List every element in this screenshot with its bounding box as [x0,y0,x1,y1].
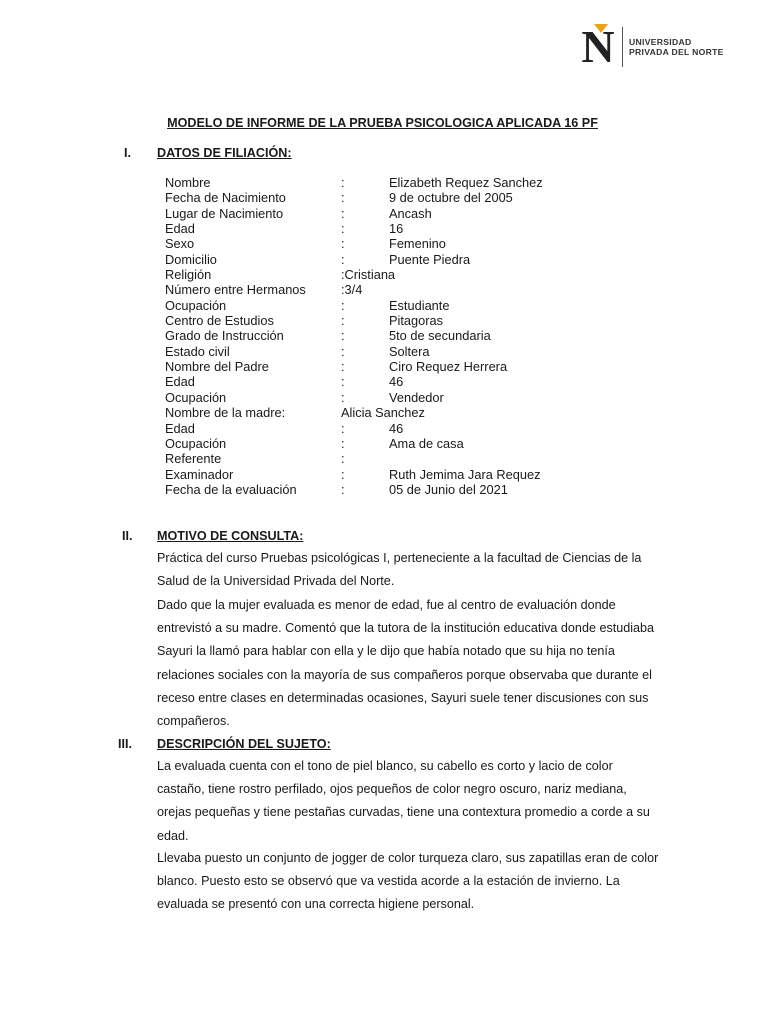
field-colon: : [341,374,345,390]
logo-line-1: UNIVERSIDAD [629,37,692,47]
field-row [165,405,605,420]
logo-line-2: PRIVADA DEL NORTE [629,47,724,57]
field-value: Elizabeth Requez Sanchez [389,175,543,190]
section-1-title: DATOS DE FILIACIÓN: [157,146,292,160]
field-colon: : [341,190,345,206]
section-2-number: II. [122,529,133,543]
field-label: Edad [165,374,195,390]
field-value: Ciro Requez Herrera [389,359,508,375]
field-colon: : [341,343,345,359]
section-3-paragraph-2: Llevaba puesto un conjunto de jogger de color turqueza claro, sus zapatillas eran de color blanco. Puesto esto se observó que va vestida acorde a la estación de invierno. La evaluada se presentó con una correcta higiene personal. [157,851,659,912]
field-colon: : [341,175,345,190]
field-value: 5to de secundaria [389,328,491,344]
field-row [165,206,605,221]
field-colon: : [341,481,345,497]
field-value: Puente Piedra [389,251,471,267]
field-colon: : [341,435,345,451]
field-label: Fecha de la evaluación [165,481,297,497]
field-row [165,313,605,328]
section-2-paragraph-2: Dado que la mujer evaluada es menor de edad, fue al centro de evaluación donde entrevistó a su madre. Comentó que la tutora de la institución educativa donde estudiaba Sayuri la llamó para hablar con ella y le dijo que había notado que su hija no tenía relaciones sociales con la mayoría de sus compañeros porque observaba que durante el receso entre clases en determinadas ocasiones, Sayuri suele tener discusiones con sus compañeros. [157,598,655,729]
field-row [165,390,605,405]
field-row [165,436,605,451]
field-label: Nombre del Padre [165,359,269,375]
field-label: Centro de Estudios [165,313,274,329]
field-row [165,236,605,251]
field-colon: : [341,466,345,482]
field-colon: : [341,328,345,344]
logo-n-mark [578,22,618,72]
logo-divider [622,27,623,67]
field-colon: : [341,313,345,329]
field-row [165,282,605,297]
filiation-fields [165,175,605,497]
field-label: Examinador [165,466,234,482]
section-3-paragraph-1: La evaluada cuenta con el tono de piel blanco, su cabello es corto y lacio de color castaño, tiene rostro perfilado, ojos pequeños de color negro oscuro, nariz mediana, orejas pequeñas y tiene pestañas curvadas, tiene una contextura promedio a corde a su edad. [157,759,650,843]
field-value: Ruth Jemima Jara Requez [389,466,541,482]
field-label: Ocupación [165,297,227,313]
field-value: Soltera [389,343,430,359]
field-label: Grado de Instrucción [165,328,284,344]
field-row [165,421,605,436]
field-row [165,221,605,236]
field-value: 16 [389,221,404,237]
field-value: Ancash [389,205,432,221]
field-label: Edad [165,221,195,237]
logo-accent-icon [594,24,608,33]
field-value: 05 de Junio del 2021 [389,481,508,497]
logo-mark-letter: N [581,21,615,72]
field-value: 46 [389,374,404,390]
field-value: Vendedor [389,389,444,405]
field-label: Domicilio [165,251,217,267]
field-value: Ama de casa [389,435,464,451]
section-1-number: I. [124,146,131,160]
field-label: Referente [165,451,222,467]
field-row [165,175,605,190]
field-row [165,298,605,313]
field-value: Femenino [389,236,446,252]
field-row [165,359,605,374]
field-row [165,267,605,282]
university-logo [568,18,758,76]
field-row [165,344,605,359]
field-label: Ocupación [165,435,227,451]
field-label: Sexo [165,236,195,252]
field-row [165,482,605,497]
document-title: MODELO DE INFORME DE LA PRUEBA PSICOLOGICA APLICADA 16 PF [167,116,598,130]
field-value: 9 de octubre del 2005 [389,190,513,206]
logo-text [629,37,724,57]
field-row [165,374,605,389]
field-row [165,328,605,343]
field-label: Religión [165,267,212,283]
field-value: Alicia Sanchez [341,405,425,421]
field-row [165,467,605,482]
field-colon: : [341,389,345,405]
field-colon: : [341,420,345,436]
field-colon: : [341,297,345,313]
field-label: Edad [165,420,195,436]
field-label: Estado civil [165,343,230,359]
field-row [165,252,605,267]
field-colon: : [341,251,345,267]
field-row [165,451,605,466]
section-3-title: DESCRIPCIÓN DEL SUJETO: [157,737,331,751]
field-value: :Cristiana [341,267,396,283]
field-label: Nombre [165,175,211,190]
section-2-title: MOTIVO DE CONSULTA: [157,529,304,543]
field-colon: : [341,205,345,221]
field-value: Pitagoras [389,313,444,329]
field-label: Ocupación [165,389,227,405]
field-value: 46 [389,420,404,436]
section-3-number: III. [118,737,132,751]
field-colon: : [341,359,345,375]
field-colon: : [341,451,345,467]
field-label: Nombre de la madre: [165,405,286,421]
field-row [165,190,605,205]
field-colon: : [341,236,345,252]
field-label: Fecha de Nacimiento [165,190,286,206]
field-label: Lugar de Nacimiento [165,205,284,221]
field-label: Número entre Hermanos [165,282,306,298]
field-colon: : [341,221,345,237]
field-value: :3/4 [341,282,363,298]
field-value: Estudiante [389,297,450,313]
section-2-paragraph-1: Práctica del curso Pruebas psicológicas I, perteneciente a la facultad de Ciencias de la Salud de la Universidad Privada del Norte. [157,551,642,589]
